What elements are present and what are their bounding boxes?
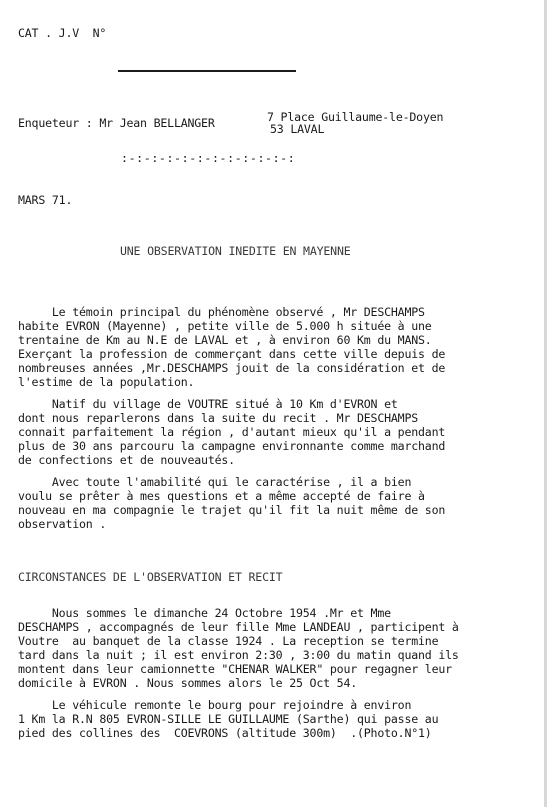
- section-paragraph-1-line-6: domicile à EVRON . Nous sommes alors le 25 Oct 54.: [18, 676, 358, 690]
- section-paragraph-1-line-1: Nous sommes le dimanche 24 Octobre 1954 .Mr et Mme: [18, 606, 391, 620]
- address-line-2: 53 LAVAL: [270, 122, 325, 136]
- date-line: MARS 71.: [18, 193, 73, 207]
- section-paragraph-1-line-3: Voutre au banquet de la classe 1924 . La reception se termine: [18, 634, 439, 648]
- paragraph-3-line-3: nouveau en ma compagnie le trajet qu'il fit la nuit même de son: [18, 503, 446, 517]
- paragraph-2-line-1: Natif du village de VOUTRE situé à 10 Km d'EVRON et: [18, 397, 398, 411]
- paragraph-1-line-2: habite EVRON (Mayenne) , petite ville de 5.000 h située à une: [18, 319, 432, 333]
- investigator-line: Enqueteur : Mr Jean BELLANGER: [18, 116, 215, 130]
- paragraph-2-line-2: dont nous reparlerons dans la suite du recit . Mr DESCHAMPS: [18, 411, 419, 425]
- paragraph-1-line-5: nombreuses années ,Mr.DESCHAMPS jouit de la considération et de: [18, 361, 446, 375]
- section-paragraph-1-line-2: DESCHAMPS , accompagnés de leur fille Mme LANDEAU , participent à: [18, 620, 459, 634]
- paragraph-3-line-4: observation .: [18, 517, 107, 531]
- paragraph-1-line-3: trentaine de Km au N.E de LAVAL et , à environ 60 Km du MANS.: [18, 333, 432, 347]
- paragraph-3-line-2: voulu se prêter à mes questions et a même accepté de faire à: [18, 489, 425, 503]
- section-heading: CIRCONSTANCES DE L'OBSERVATION ET RECIT: [18, 570, 283, 584]
- section-paragraph-1-line-4: tard dans la nuit ; il est environ 2:30 , 3:00 du matin quand ils: [18, 648, 459, 662]
- paragraph-1-line-4: Exerçant la profession de commerçant dans cette ville depuis de: [18, 347, 446, 361]
- paragraph-2-line-3: connait parfaitement la région , d'autant mieux qu'il a pendant: [18, 425, 446, 439]
- paragraph-2-line-5: de confections et de nouveautés.: [18, 453, 235, 467]
- paragraph-3-line-1: Avec toute l'amabilité qui le caractérise , il a bien: [18, 475, 412, 489]
- paragraph-1-line-6: l'estime de la population.: [18, 375, 195, 389]
- section-paragraph-2-line-3: pied des collines des COEVRONS (altitude 300m) .(Photo.N°1): [18, 726, 432, 740]
- section-paragraph-2-line-1: Le véhicule remonte le bourg pour rejoindre à environ: [18, 698, 412, 712]
- horizontal-rule: [118, 70, 296, 72]
- section-paragraph-2-line-2: 1 Km la R.N 805 EVRON-SILLE LE GUILLAUME (Sarthe) qui passe au: [18, 712, 439, 726]
- address-line-1: 7 Place Guillaume-le-Doyen: [267, 110, 444, 124]
- catalog-number: CAT . J.V N°: [18, 26, 107, 40]
- section-paragraph-1-line-5: montent dans leur camionnette "CHENAR WALKER" pour regagner leur: [18, 662, 452, 676]
- separator-line: :-:-:-:-:-:-:-:-:-:-:-:: [121, 151, 296, 165]
- paragraph-1-line-1: Le témoin principal du phénomène observé , Mr DESCHAMPS: [18, 305, 425, 319]
- paragraph-2-line-4: plus de 30 ans parcouru la campagne environnante comme marchand: [18, 439, 446, 453]
- document-title: UNE OBSERVATION INEDITE EN MAYENNE: [120, 244, 351, 258]
